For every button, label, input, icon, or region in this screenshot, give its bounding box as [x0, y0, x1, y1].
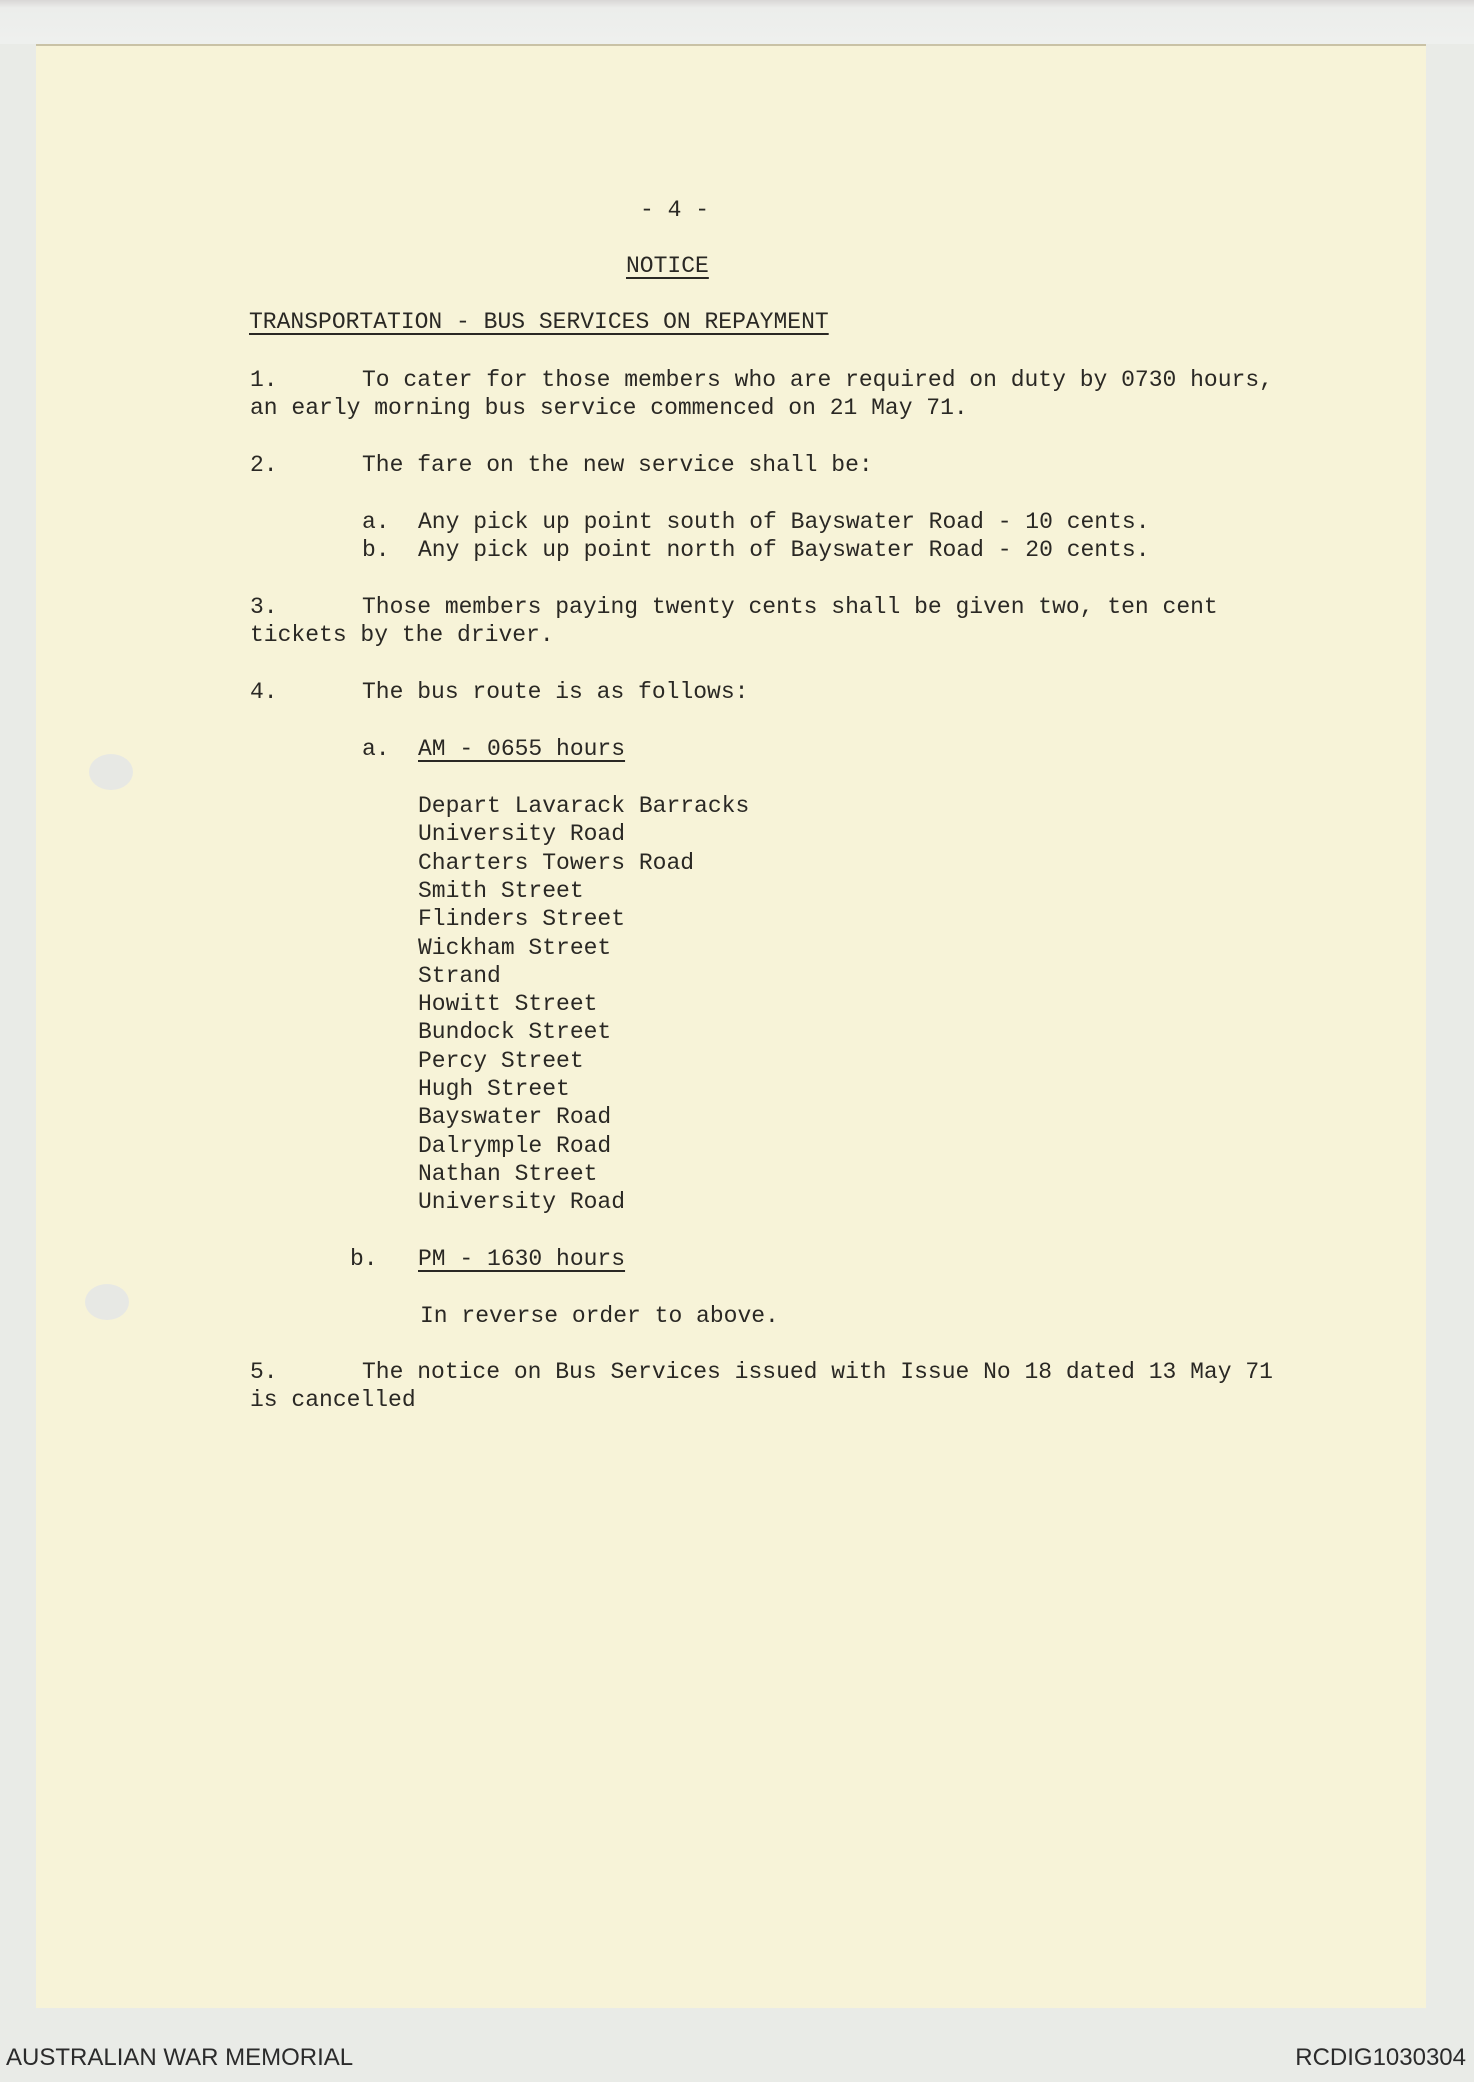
route-stop: Smith Street [418, 877, 584, 904]
footer-institution: AUSTRALIAN WAR MEMORIAL [6, 2044, 354, 2071]
fare-item: Any pick up point south of Bayswater Road - 10 cents. [418, 509, 1150, 535]
paragraph-text: The bus route is as follows: [362, 679, 749, 705]
route-stop: Wickham Street [418, 934, 612, 961]
route-stop: Hugh Street [418, 1076, 570, 1102]
paragraph-number: 5. [250, 1359, 278, 1385]
route-pm-title: PM - 1630 hours [418, 1246, 626, 1272]
paragraph-text: is cancelled [250, 1387, 416, 1413]
route-am-title: AM - 0655 hours [418, 736, 626, 762]
page-number: - 4 - [640, 197, 710, 223]
route-letter: b. [350, 1246, 378, 1272]
paragraph-text: The notice on Bus Services issued with Issue No 18 dated 13 May 71 [362, 1359, 1273, 1385]
fare-letter: b. [362, 537, 390, 563]
route-stop: University Road [418, 1189, 626, 1216]
route-stop: Bayswater Road [418, 1104, 612, 1131]
route-stop: Charters Towers Road [418, 849, 695, 876]
route-stop: University Road [418, 821, 626, 848]
route-stop: Dalrymple Road [418, 1132, 612, 1159]
paragraph-number: 4. [250, 679, 278, 705]
notice-heading: NOTICE [626, 253, 709, 279]
route-stop: Howitt Street [418, 991, 598, 1018]
paragraph-text: The fare on the new service shall be: [362, 452, 873, 478]
route-pm-text: In reverse order to above. [420, 1303, 779, 1329]
notice-subject: TRANSPORTATION - BUS SERVICES ON REPAYMENT [249, 309, 829, 335]
route-letter: a. [362, 736, 390, 762]
punch-hole [85, 1284, 129, 1320]
paragraph-text: Those members paying twenty cents shall be given two, ten cent [362, 594, 1218, 620]
route-stop: Depart Lavarack Barracks [418, 793, 750, 819]
scanner-background [0, 0, 1474, 44]
route-stop: Bundock Street [418, 1019, 612, 1046]
paragraph-number: 3. [250, 594, 278, 620]
paragraph-text: To cater for those members who are required on duty by 0730 hours, [362, 367, 1273, 393]
paragraph-text: tickets by the driver. [250, 622, 554, 648]
route-stop: Nathan Street [418, 1160, 598, 1187]
footer-record-id: RCDIG1030304 [1295, 2044, 1466, 2071]
punch-hole [89, 754, 133, 790]
document-page [36, 44, 1426, 2008]
route-stop: Percy Street [418, 1047, 584, 1074]
route-stop: Flinders Street [418, 906, 626, 933]
fare-item: Any pick up point north of Bayswater Road - 20 cents. [418, 537, 1150, 563]
paragraph-number: 2. [250, 452, 278, 478]
fare-letter: a. [362, 509, 390, 535]
paragraph-number: 1. [250, 367, 278, 393]
route-stop: Strand [418, 962, 501, 989]
paragraph-text: an early morning bus service commenced on 21 May 71. [250, 395, 968, 421]
